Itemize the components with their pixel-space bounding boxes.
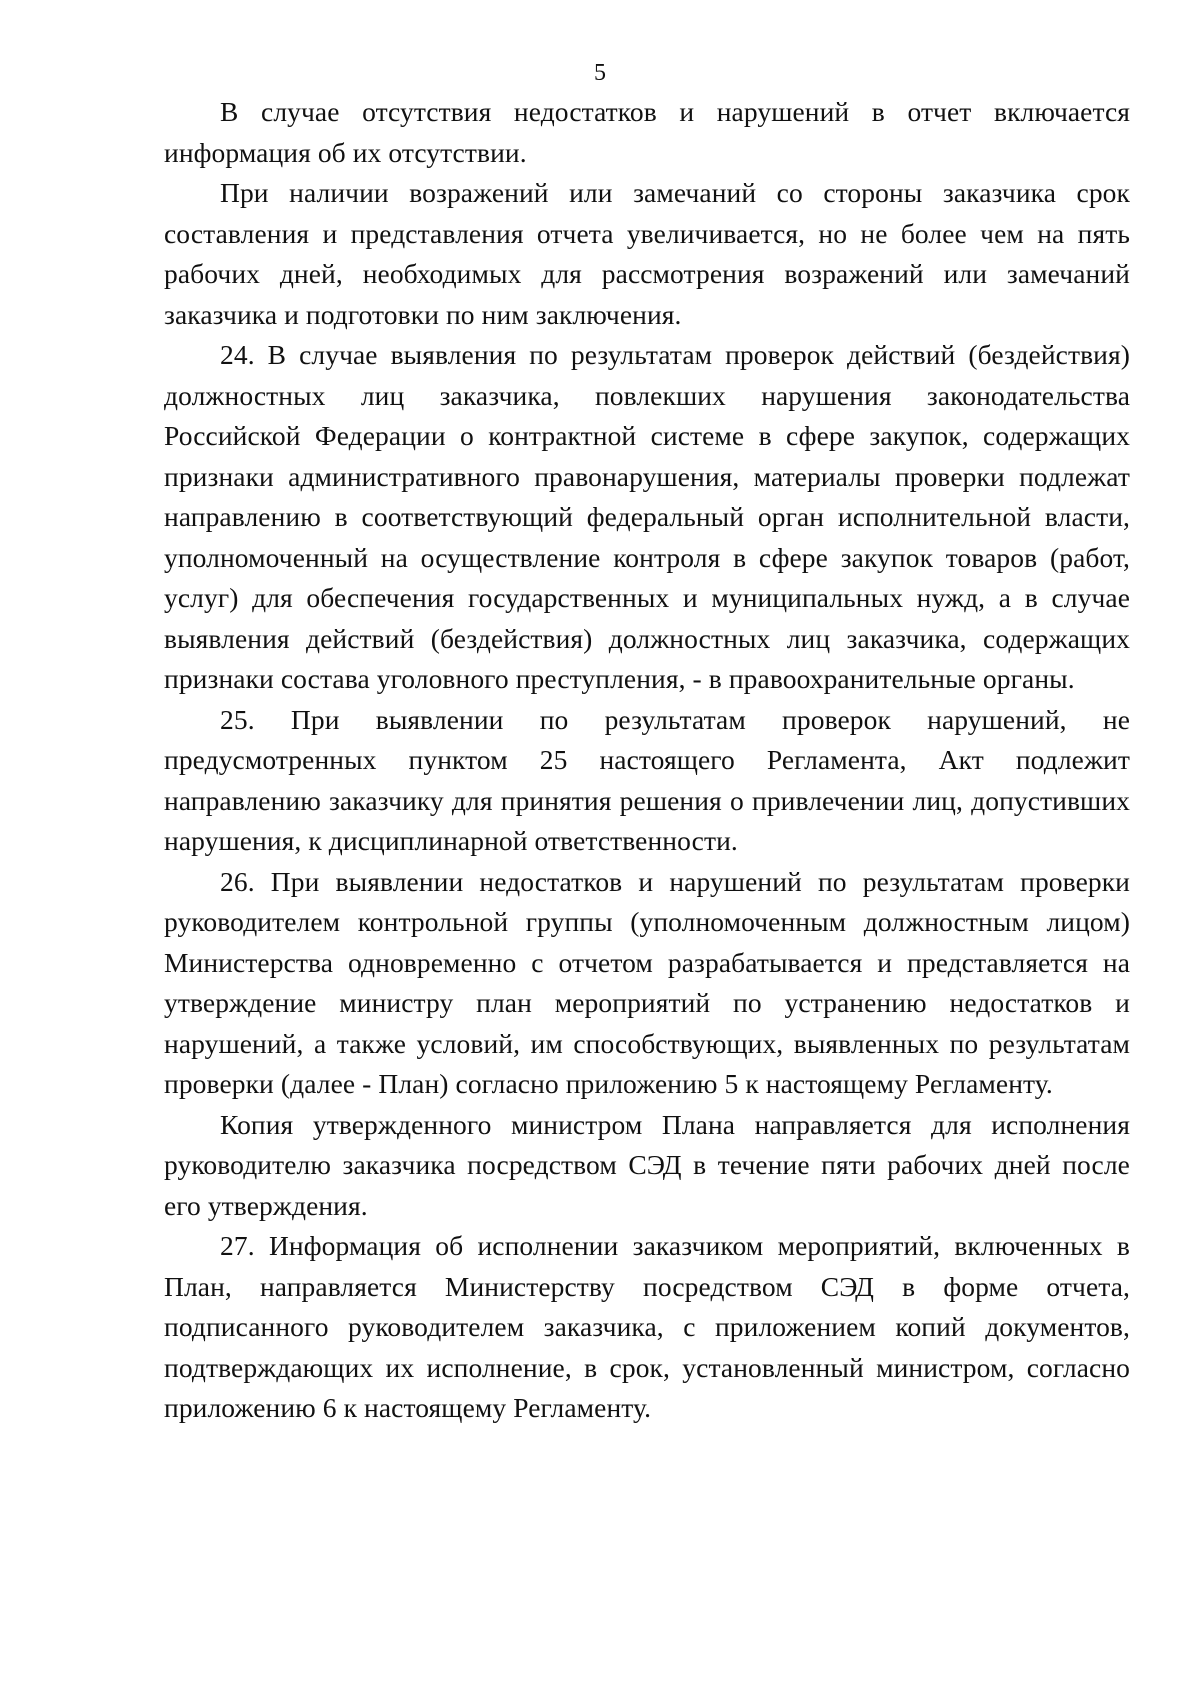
document-body (164, 92, 1130, 1429)
paragraph-no-deficiencies: В случае отсутствия недостатков и нарушений в отчет включается информация об их отсутствии. (164, 96, 1130, 168)
page-number: 5 (594, 60, 606, 86)
paragraph-27: 27. Информация об исполнении заказчиком мероприятий, включенных в План, направляется Министерству посредством СЭД в форме отчета, подписанного руководителем заказчика, с приложением копий документов, подтверждающих их исполнение, в срок, установленный министром, согласно приложению 6 к настоящему Регламенту. (164, 1230, 1130, 1423)
paragraph-25: 25. При выявлении по результатам проверок нарушений, не предусмотренных пунктом 25 настоящего Регламента, Акт подлежит направлению заказчику для принятия решения о привлечении лиц, допустивших нарушения, к дисциплинарной ответственности. (164, 703, 1130, 856)
paragraph-26: 26. При выявлении недостатков и нарушений по результатам проверки руководителем контрольной группы (уполномоченным должностным лицом) Министерства одновременно с отчетом разрабатывается и представляется на утверждение министру план мероприятий по устранению недостатков и нарушений, а также условий, им способствующих, выявленных по результатам проверки (далее - План) согласно приложению 5 к настоящему Регламенту. (164, 865, 1130, 1099)
paragraph-24: 24. В случае выявления по результатам проверок действий (бездействия) должностных лиц заказчика, повлекших нарушения законодательства Российской Федерации о контрактной системе в сфере закупок, содержащих признаки административного правонарушения, материалы проверки подлежат направлению в соответствующий федеральный орган исполнительной власти, уполномоченный на осуществление контроля в сфере закупок товаров (работ, услуг) для обеспечения государственных и муниципальных нужд, а в случае выявления действий (бездействия) должностных лиц заказчика, содержащих признаки состава уголовного преступления, - в правоохранительные органы. (164, 339, 1130, 694)
paragraph-plan-copy: Копия утвержденного министром Плана направляется для исполнения руководителю заказчика посредством СЭД в течение пяти рабочих дней после его утверждения. (164, 1108, 1130, 1221)
paragraph-objections: При наличии возражений или замечаний со стороны заказчика срок составления и представления отчета увеличивается, но не более чем на пять рабочих дней, необходимых для рассмотрения возражений или замечаний заказчика и подготовки по ним заключения. (164, 177, 1130, 330)
